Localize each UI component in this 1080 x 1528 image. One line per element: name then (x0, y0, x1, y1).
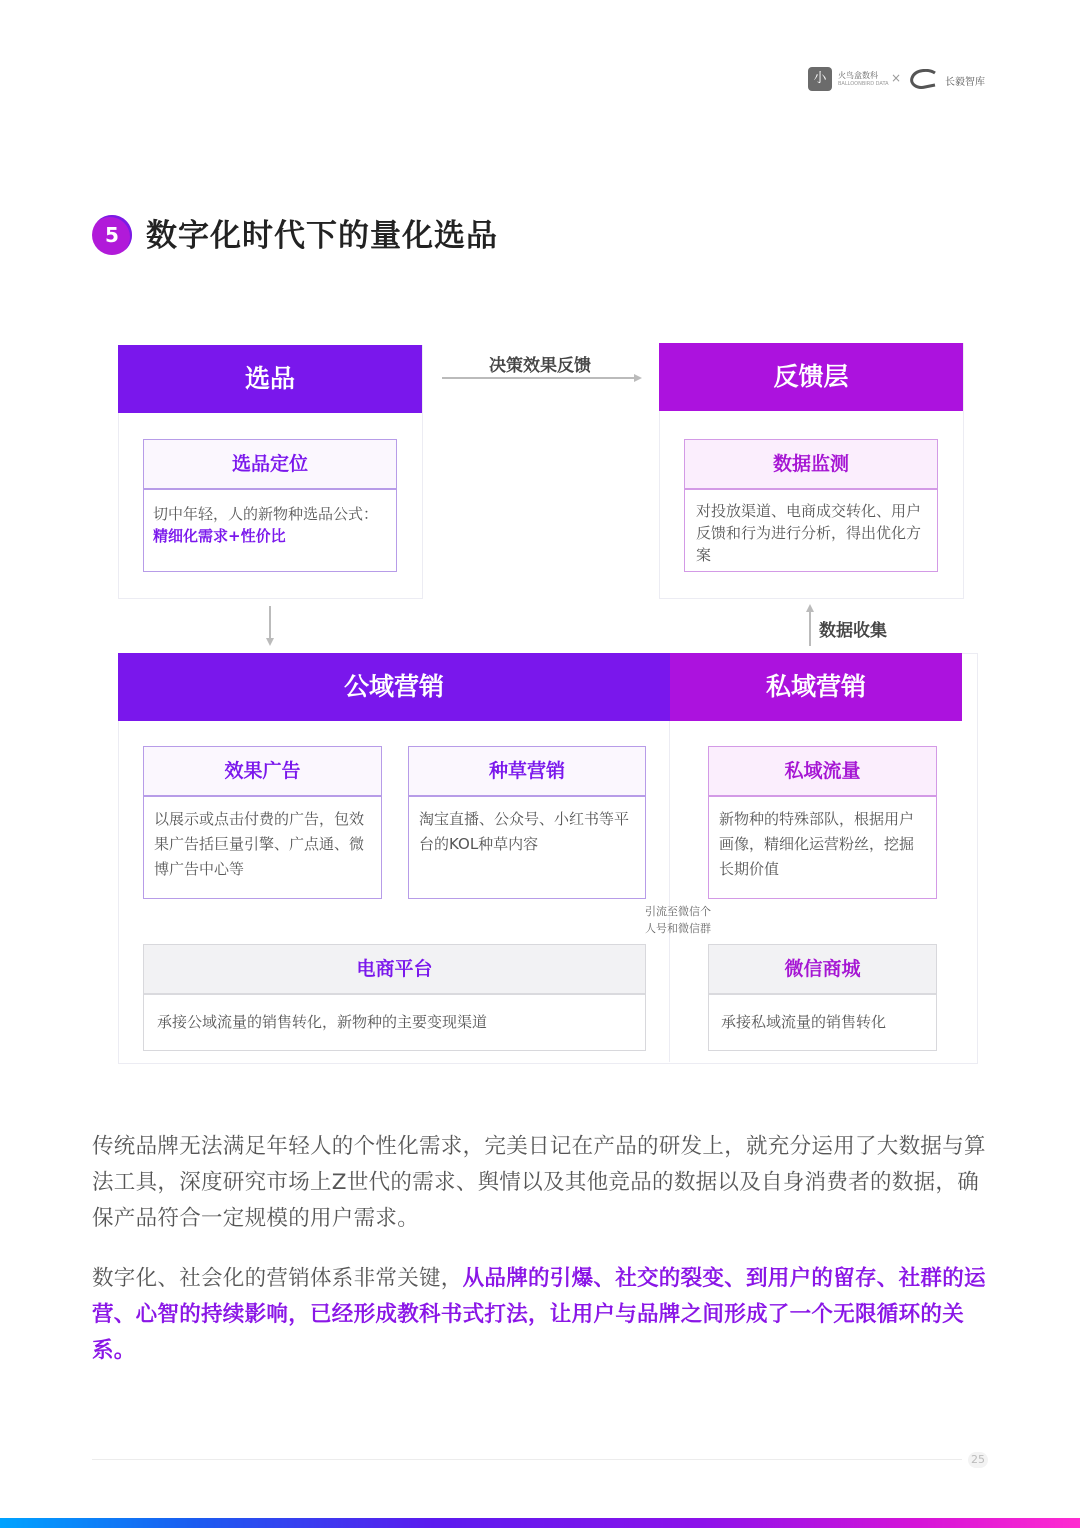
ecommerce-card-text: 承接公域流量的销售转化，新物种的主要变现渠道 (157, 1013, 488, 1031)
feedback-header: 反馈层 (659, 343, 963, 411)
private-traffic-text: 新物种的特殊部队，根据用户画像，精细化运营粉丝，挖掘长期价值 (719, 810, 915, 878)
wechat-mall-card (708, 944, 937, 1051)
section-title: 数字化时代下的量化选品 (146, 218, 498, 254)
section-number-badge: 5 (92, 215, 132, 255)
ecommerce-card-title: 电商平台 (144, 945, 645, 995)
monitor-card-title: 数据监测 (685, 440, 937, 490)
ads-card-title: 效果广告 (144, 747, 381, 797)
grass-card-title: 种草营销 (409, 747, 645, 797)
body-paragraph-2 (92, 1261, 992, 1369)
private-traffic-title: 私域流量 (709, 747, 936, 797)
selection-card (143, 439, 397, 572)
partner-logo-name: 长毅智库 (945, 77, 985, 88)
feedback-arrow-label: 决策效果反馈 (489, 356, 591, 376)
monitor-card (684, 439, 938, 572)
brand-logo-sub: BALLOONBIRD DATA (838, 81, 889, 87)
page-number: 25 (968, 1452, 988, 1468)
public-header: 公域营销 (118, 653, 670, 721)
selection-card-highlight: 精细化需求+性价比 (153, 527, 286, 545)
logo-separator: × (891, 71, 902, 85)
feedback-arrow-head (634, 374, 642, 382)
body-paragraph-2-plain: 数字化、社会化的营销体系非常关键， (92, 1266, 463, 1291)
brand-logo-name: 火鸟盒数科 (838, 71, 878, 80)
grass-card (408, 746, 646, 899)
body-paragraph-1: 传统品牌无法满足年轻人的个性化需求，完美日记在产品的研发上，就充分运用了大数据与算法工具，深度研究市场上Z世代的需求、舆情以及其他竞品的数据以及自身消费者的数据，确保产品符合一定规模的用户需求。 (92, 1134, 986, 1231)
selection-card-title: 选品定位 (144, 440, 396, 490)
redirect-label-line1: 引流至微信个 (645, 905, 711, 918)
body-paragraph-2-accent: 从品牌的引爆、社交的裂变、到用户的留存、社群的运营、心智的持续影响，已经形成教科书式打法，让用户与品牌之间形成了一个无限循环的关系。 (92, 1266, 986, 1363)
selection-header: 选品 (118, 345, 422, 413)
selection-card-text: 切中年轻，人的新物种选品公式： (153, 505, 379, 523)
wechat-mall-text: 承接私域流量的销售转化 (721, 1013, 887, 1031)
wechat-mall-title: 微信商城 (709, 945, 936, 995)
brand-logo-icon: 小 (808, 67, 832, 91)
redirect-label-line2: 人号和微信群 (645, 922, 711, 935)
collect-arrow-label: 数据收集 (819, 621, 887, 641)
grass-card-text: 淘宝直播、公众号、小红书等平台的KOL种草内容 (419, 810, 630, 853)
panel-divider (669, 721, 670, 1062)
footer-divider (92, 1459, 962, 1460)
down-arrow-head (266, 638, 274, 646)
ads-card (143, 746, 382, 899)
collect-arrow-head (806, 604, 814, 612)
private-traffic-card (708, 746, 937, 899)
ads-card-text: 以展示或点击付费的广告，包效果广告括巨量引擎、广点通、微博广告中心等 (154, 810, 365, 878)
monitor-card-text: 对投放渠道、电商成交转化、用户反馈和行为进行分析，得出优化方案 (696, 502, 922, 564)
bottom-gradient-bar (0, 1518, 1080, 1528)
ecommerce-card (143, 944, 646, 1051)
private-header: 私域营销 (670, 653, 962, 721)
